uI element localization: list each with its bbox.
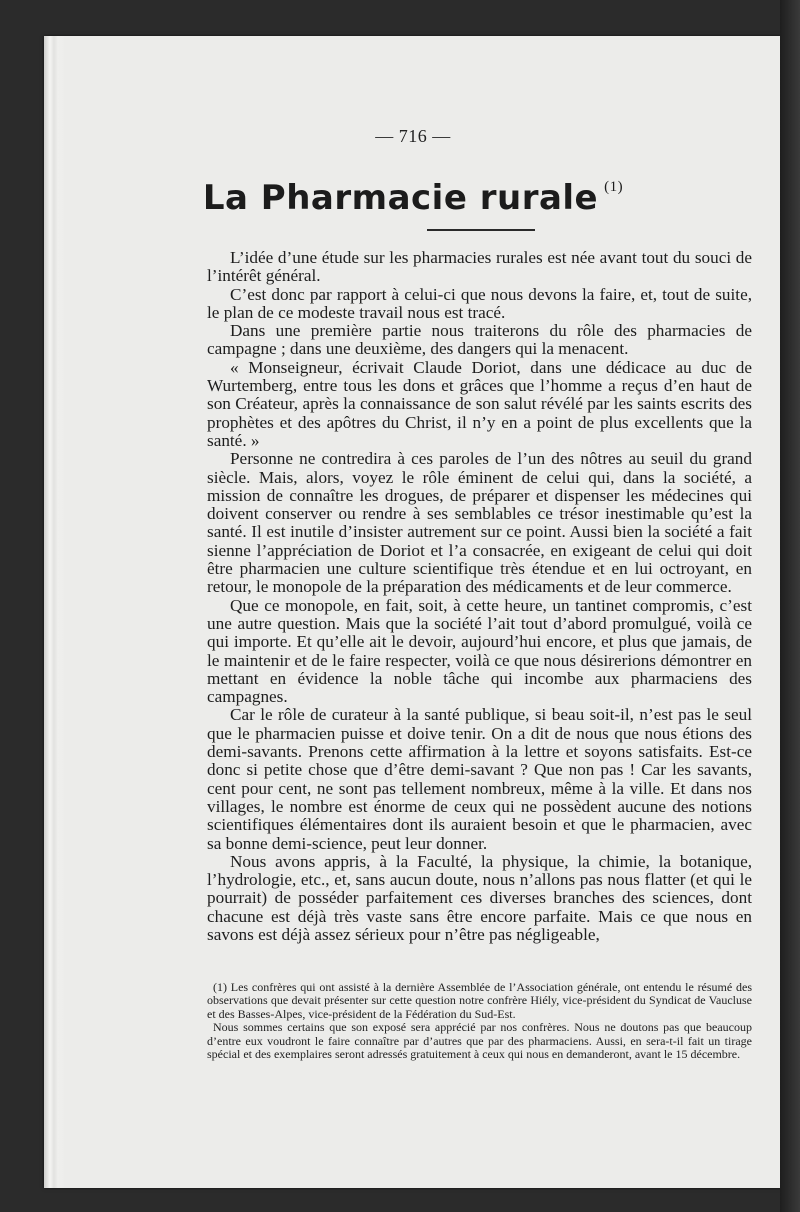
article-title: [44, 178, 782, 218]
title-rule: [427, 229, 535, 231]
title-text: La Pharmacie rurale: [202, 178, 599, 218]
paragraph: C’est donc par rapport à celui-ci que nous devons la faire, et, tout de suite, le plan de ce modeste travail nous est tracé.: [207, 284, 752, 322]
document-page: [44, 36, 782, 1188]
article-body: [207, 249, 752, 944]
footnote: Nous sommes certains que son exposé sera apprécié par nos confrères. Nous ne doutons pas que beaucoup d’entre eux voudront le faire connaître par d’autres que par des pharmaciens. Aussi, en sera-t-il fait un tirage spécial et des exemplaires seront adressés gratuitement à ceux qui nous en demanderont, avant le 15 décembre.: [207, 1020, 752, 1062]
paragraph: « Monseigneur, écrivait Claude Doriot, dans une dédicace au duc de Wurtemberg, entre tous les dons et grâces que l’homme a reçus d’en haut de son Créateur, après la connaissance de son salut révélé par les saints escrits des prophètes et des apôtres du Christ, il n’y en a point de plus excellents que la santé. »: [207, 357, 752, 450]
footnote: (1) Les confrères qui ont assisté à la dernière Assemblée de l’Association générale, ont entendu le résumé des observations que devait présenter sur cette question notre confrère Hiély, vice-président du Syndicat de Vaucluse et des Basses-Alpes, vice-président de la Fédération du Sud-Est.: [207, 980, 752, 1021]
paragraph: Personne ne contredira à ces paroles de l’un des nôtres au seuil du grand siècle. Mais, alors, voyez le rôle éminent de celui qui, dans la société, a mission de connaître les drogues, de préparer et dispenser les médecines qui doivent conserver ou rendre à ses semblables ce trésor inestimable qu’est la santé. Il est inutile d’insister autrement sur ce point. Aussi bien la société a fait sienne l’appréciation de Doriot et l’a consacrée, en exigeant de celui qui doit être pharmacien une culture scientifique très étendue et en lui octroyant, en retour, le monopole de la préparation des médicaments et de leur commerce.: [207, 449, 752, 597]
paragraph: Car le rôle de curateur à la santé publique, si beau soit-il, n’est pas le seul que le pharmacien puisse et doive tenir. On a dit de nous que nous étions des demi-savants. Prenons cette affirmation à la lettre et soyons satisfaits. Est-ce donc si petite chose que d’être demi-savant ? Que non pas ! Car les savants, cent pour cent, ne sont pas tellement nombreux, même à la ville. Et dans nos villages, le nombre est énorme de ceux qui ne possèdent aucune des notions scientifiques élémentaires dont ils auraient besoin et que le pharmacien, avec sa bonne demi-science, peut leur donner.: [207, 705, 752, 853]
paragraph: Nous avons appris, à la Faculté, la physique, la chimie, la botanique, l’hydrologie, etc., et, sans aucun doute, nous n’allons pas nous flatter (et qui le pourrait) de posséder parfaitement ces diverses branches des sciences, dont chacune est déjà très vaste sans être encore parfaite. Mais ce que nous en savons est déjà assez sérieux pour n’être pas négligeable,: [207, 851, 752, 944]
scan-background-edge: [780, 0, 800, 1212]
footnotes: [207, 981, 752, 1061]
paragraph: L’idée d’une étude sur les pharmacies rurales est née avant tout du souci de l’intérêt général.: [207, 248, 752, 286]
paragraph: Dans une première partie nous traiterons du rôle des pharmacies de campagne ; dans une deuxième, des dangers qui la menacent.: [207, 321, 752, 359]
paragraph: Que ce monopole, en fait, soit, à cette heure, un tantinet compromis, c’est une autre question. Mais que la société l’ait tout d’abord promulgué, voilà ce qui importe. Et qu’elle ait le devoir, aujourd’hui encore, et plus que jamais, de le maintenir et de le faire respecter, voilà ce que nous désirerions démontrer en mettant en évidence la noble tâche qui incombe aux pharmaciens des campagnes.: [207, 595, 752, 707]
page-number: — 716 —: [375, 126, 451, 146]
title-footnote-mark: (1): [604, 179, 624, 195]
